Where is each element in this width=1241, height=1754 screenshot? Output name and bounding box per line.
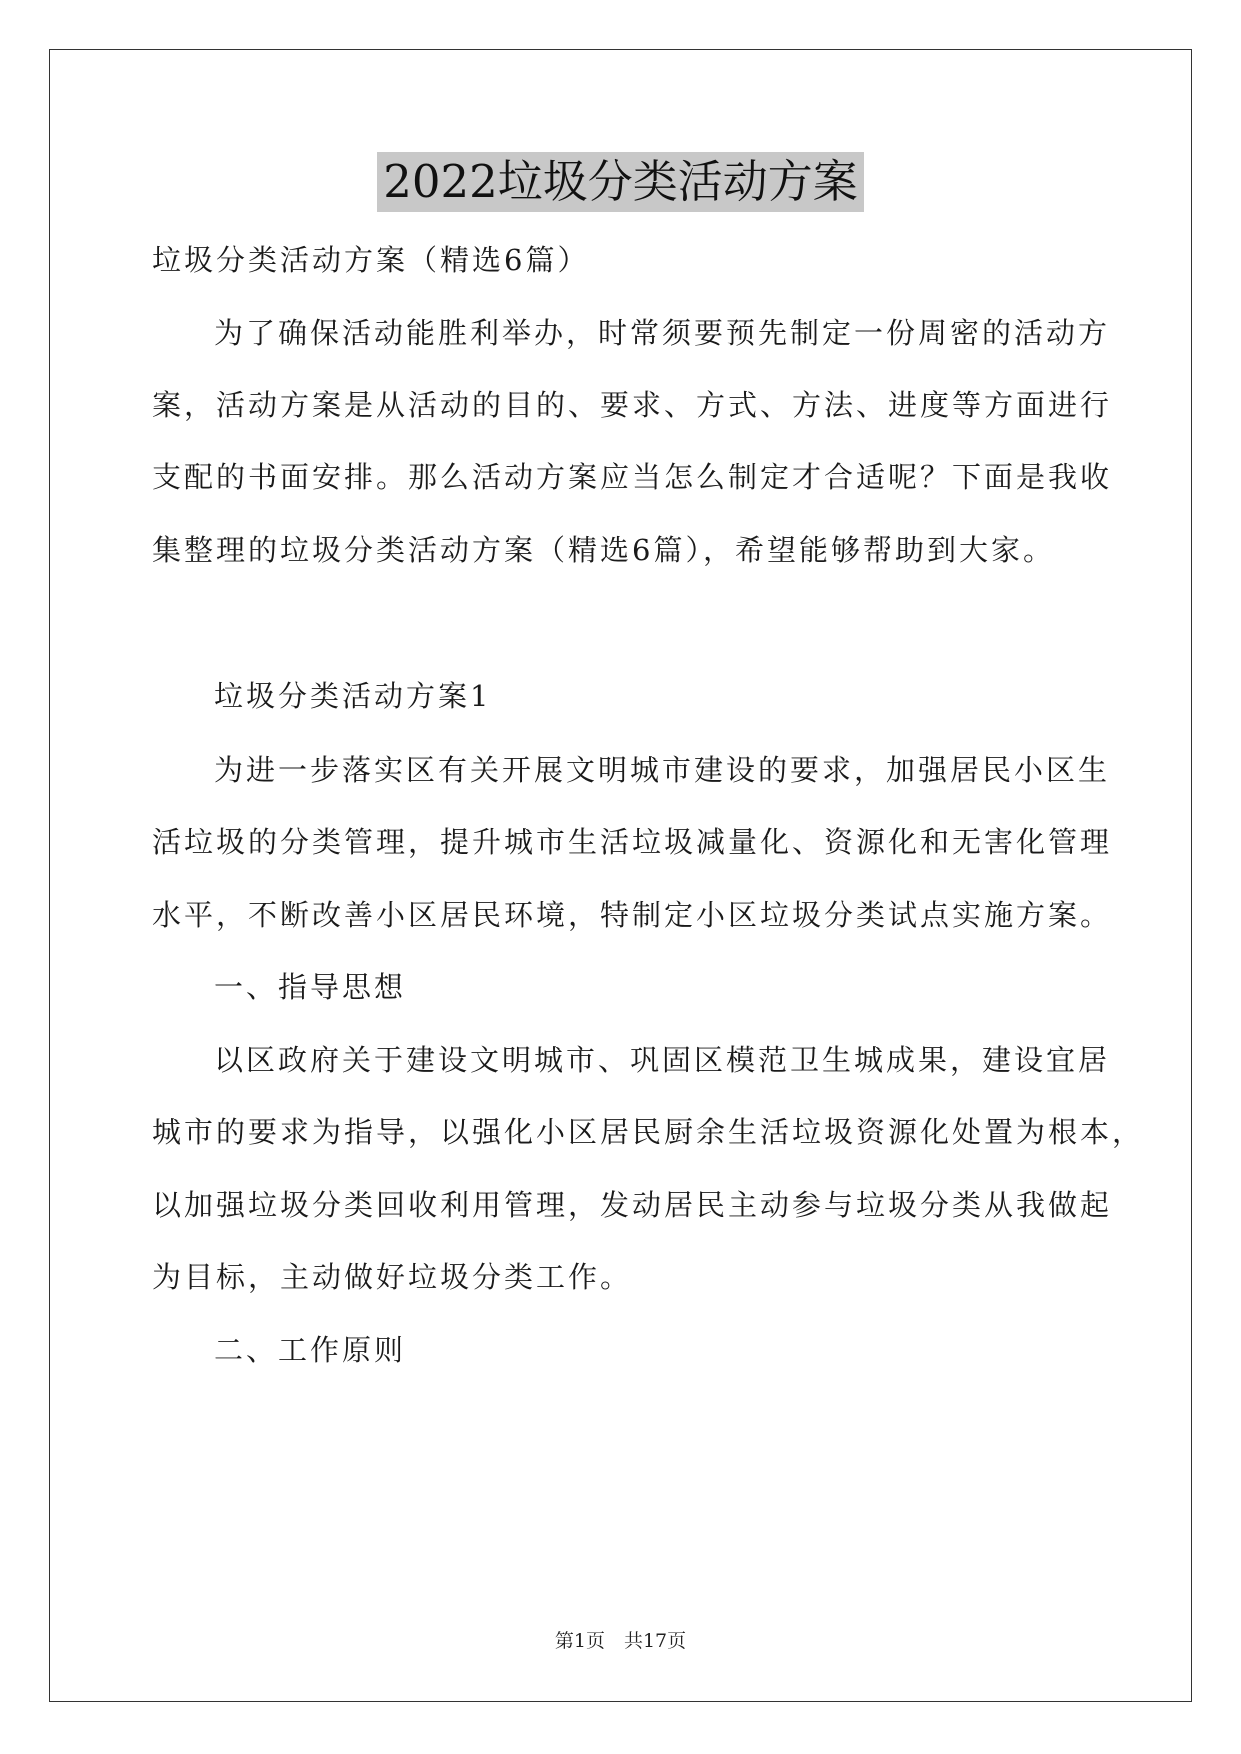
document-title: 2022垃圾分类活动方案	[377, 152, 864, 212]
section-line: 活垃圾的分类管理，提升城市生活垃圾减量化、资源化和无害化管理	[152, 825, 1113, 859]
section-line: 为进一步落实区有关开展文明城市建设的要求，加强居民小区生	[214, 753, 1111, 787]
page-number: 第1页 共17页	[554, 1630, 687, 1652]
page-footer	[0, 1629, 1241, 1653]
intro-line: 集整理的垃圾分类活动方案（精选6篇），希望能够帮助到大家。	[152, 533, 1055, 567]
page-border	[49, 49, 1192, 1702]
section-line: 城市的要求为指导，以强化小区居民厨余生活垃圾资源化处置为根本，	[152, 1115, 1145, 1149]
section-line: 水平，不断改善小区居民环境，特制定小区垃圾分类试点实施方案。	[152, 898, 1113, 932]
section-line: 以区政府关于建设文明城市、巩固区模范卫生城成果，建设宜居	[214, 1043, 1111, 1077]
section-line: 以加强垃圾分类回收利用管理，发动居民主动参与垃圾分类从我做起	[152, 1188, 1113, 1222]
intro-line: 案，活动方案是从活动的目的、要求、方式、方法、进度等方面进行	[152, 388, 1113, 422]
section-heading: 一、指导思想	[214, 970, 407, 1004]
document-subtitle: 垃圾分类活动方案（精选6篇）	[152, 243, 590, 277]
section-line: 为目标，主动做好垃圾分类工作。	[152, 1260, 633, 1294]
intro-line: 为了确保活动能胜利举办，时常须要预先制定一份周密的活动方	[214, 316, 1111, 350]
section-heading: 二、工作原则	[214, 1333, 407, 1367]
intro-line: 支配的书面安排。那么活动方案应当怎么制定才合适呢？下面是我收	[152, 460, 1113, 494]
section-heading: 垃圾分类活动方案1	[214, 679, 492, 713]
title-container	[0, 152, 1241, 212]
